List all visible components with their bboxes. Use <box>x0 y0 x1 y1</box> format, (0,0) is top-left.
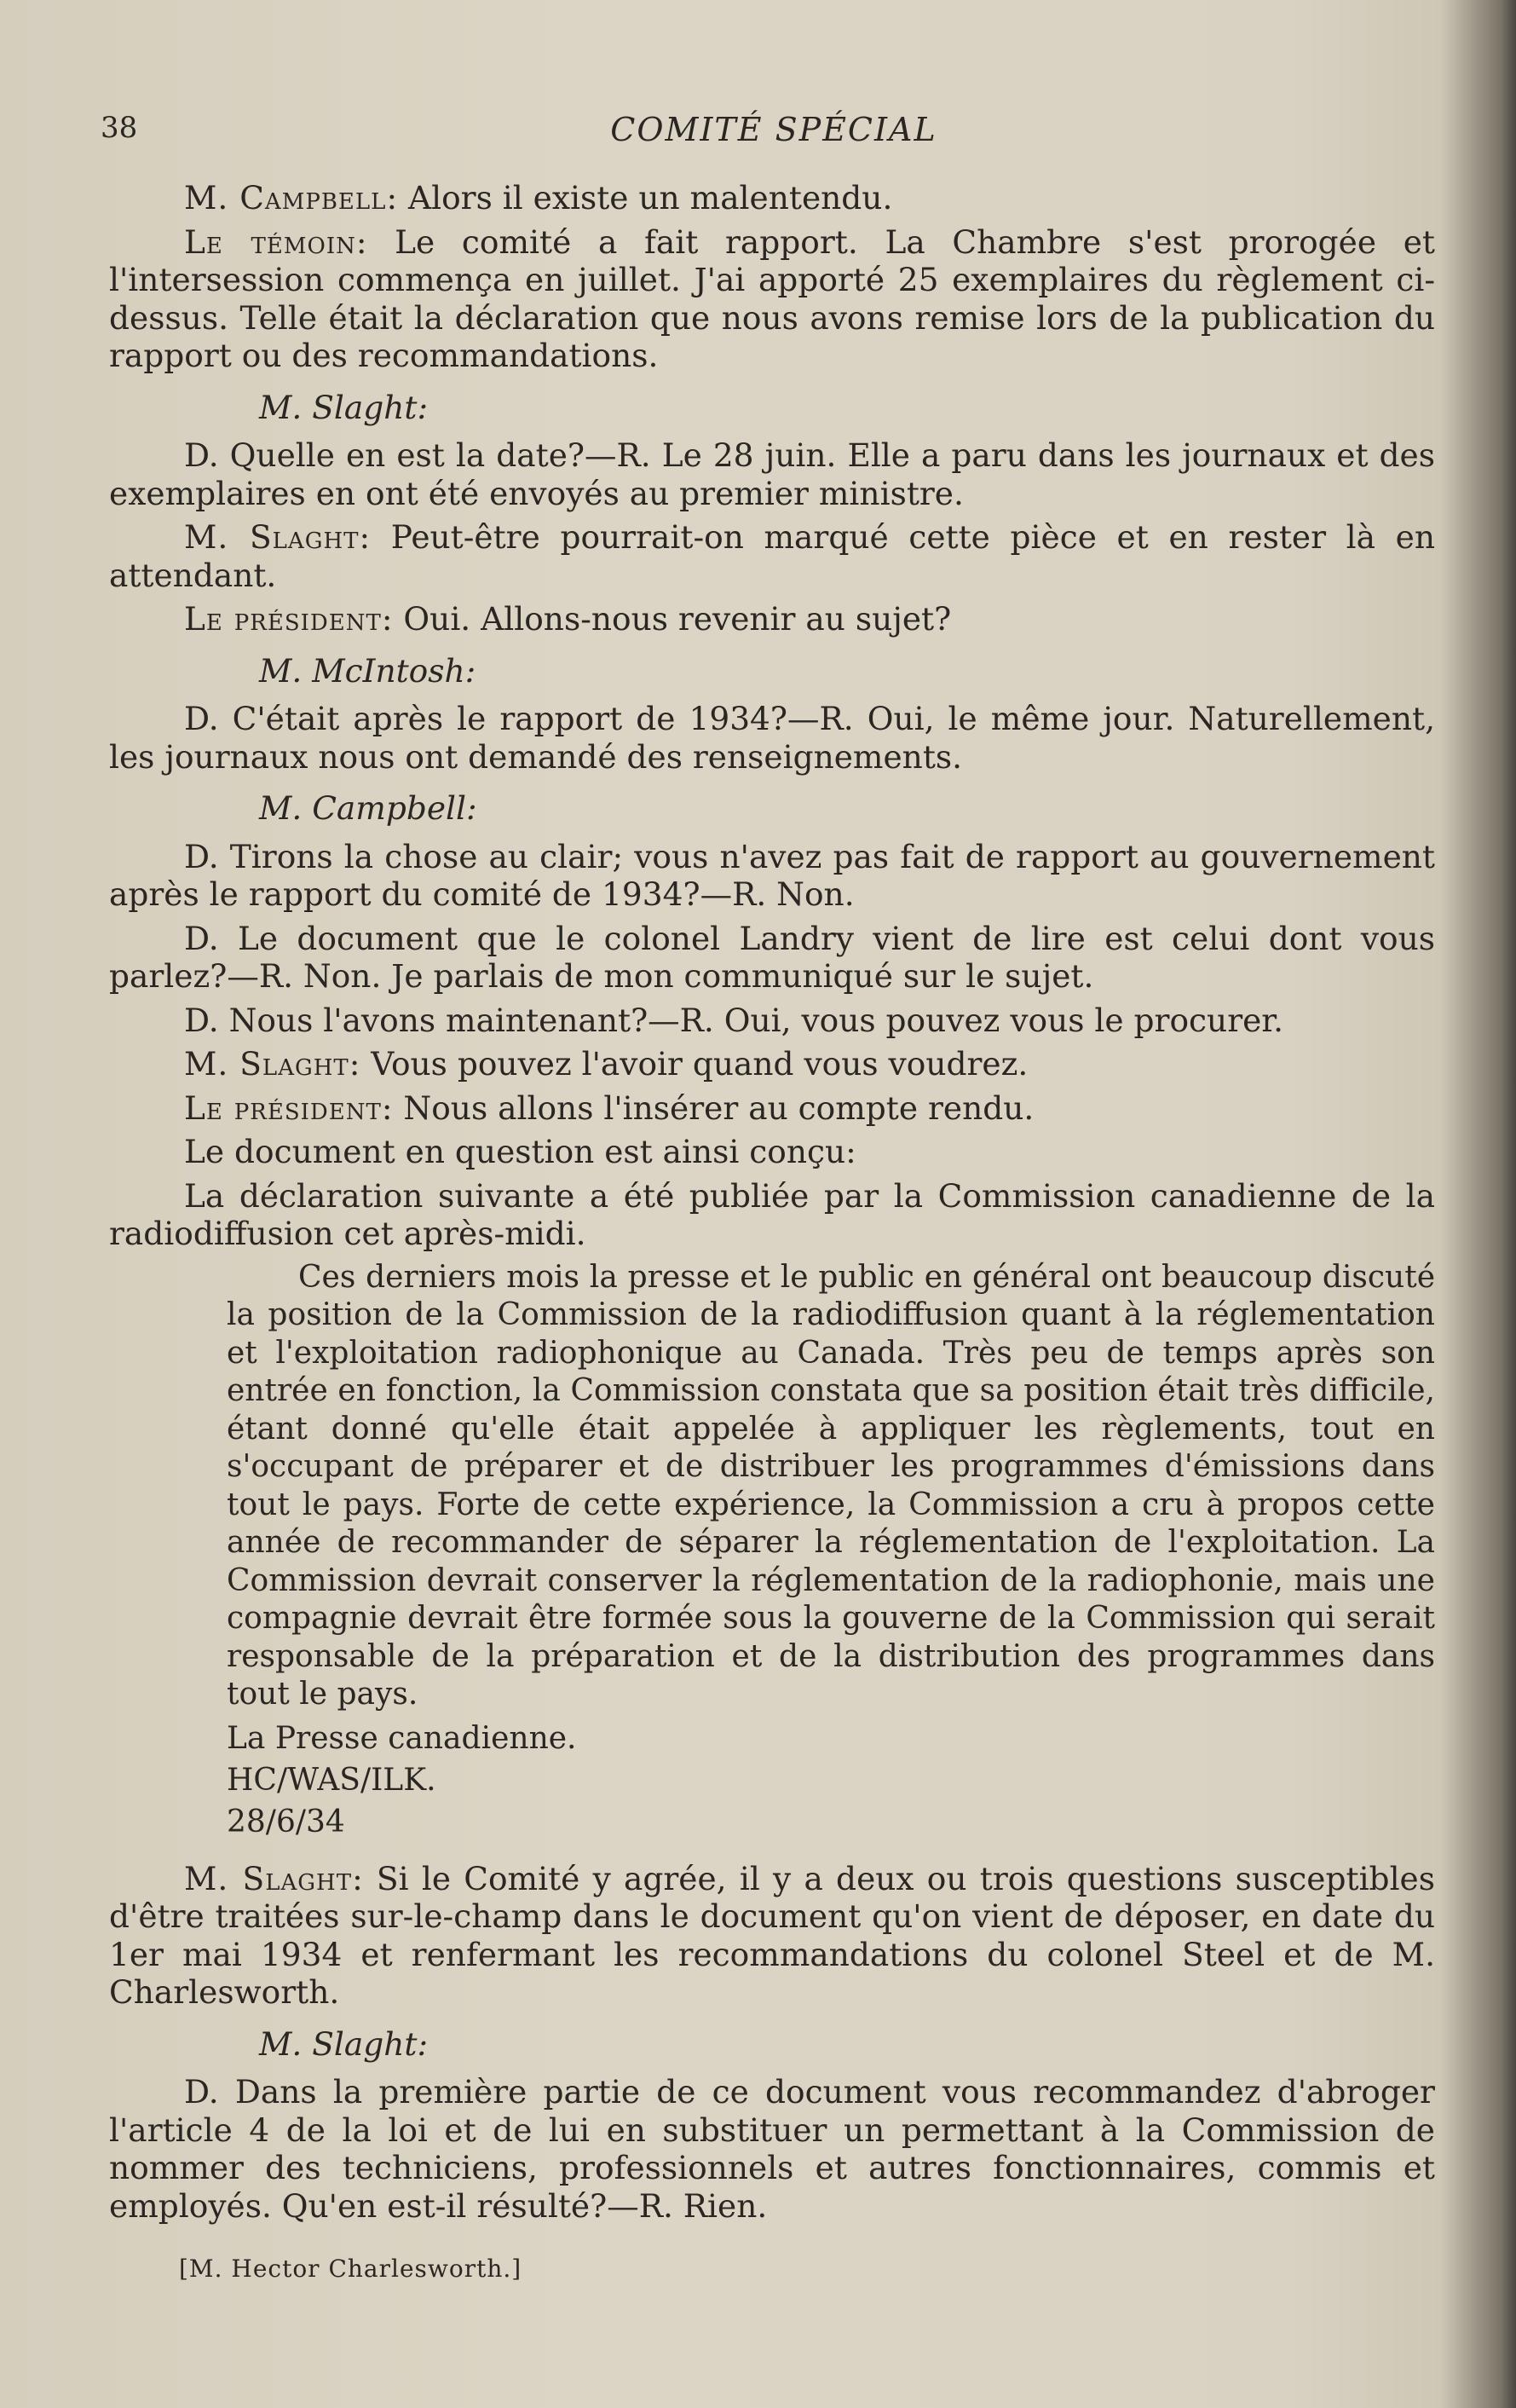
paragraph: D. Dans la première partie de ce document vous recommandez d'abroger l'article 4 de la loi et de lui en substituer un permettant à la Commission de nommer des techniciens, professionnels et autres fonctionnaires, commis et employés. Qu'en est-il résulté?—R. Rien. <box>109 2073 1435 2225</box>
paragraph <box>109 179 1435 217</box>
paragraph: Le document en question est ainsi conçu: <box>184 1133 856 1170</box>
page-number: 38 <box>101 111 138 145</box>
paragraph-text: Alors il existe un malentendu. <box>398 179 893 217</box>
paragraph: D. C'était après le rapport de 1934?—R. Oui, le même jour. Naturellement, les journaux nous ont demandé des renseignements. <box>109 700 1435 776</box>
speaker-label: M. Slaght: <box>184 1859 364 1897</box>
paragraph: D. Quelle en est la date?—R. Le 28 juin. Elle a paru dans les journaux et des exemplaires en ont été envoyés au premier ministre. <box>109 436 1435 512</box>
speaker-label: M. Slaght: <box>184 518 372 556</box>
quoted-statement: Ces derniers mois la presse et le public en général ont beaucoup discuté la position de la Commission de la radiodiffusion quant à la réglementation et l'exploitation radiophonique au Canada. Très peu de temps après son entrée en fonction, la Commission constata que sa position était très difficile, étant donné qu'elle était appelée à appliquer les règlements, tout en s'occupant de préparer et de distribuer les programmes d'émissions dans tout le pays. Forte de cette expérience, la Commission a cru à propos cette année de recommander de séparer la réglementation de l'exploitation. La Commission devrait conserver la réglementation de la radiophonie, mais une compagnie devrait être formée sous la gouverne de la Commission qui serait responsable de la préparation et de la distribution des programmes dans tout le pays. <box>227 1259 1435 1712</box>
paragraph <box>109 1045 1435 1083</box>
speaker-label: M. Campbell: <box>184 179 399 217</box>
speaker-label: M. Slaght: <box>184 1045 361 1083</box>
paragraph-text: Peut-être pourrait-on marqué cette pièce et en rester là en attendant. <box>109 518 1435 594</box>
quote-reference: HC/WAS/ILK. <box>227 1762 436 1798</box>
paragraph <box>109 600 1435 638</box>
paragraph-text: Oui. Allons-nous revenir au sujet? <box>393 600 952 638</box>
interlocutor-heading: M. Slaght: <box>259 388 429 426</box>
interlocutor-heading: M. Campbell: <box>259 789 477 827</box>
paragraph <box>109 1860 1435 2012</box>
interlocutor-heading: M. McIntosh: <box>259 651 476 690</box>
paragraph <box>109 1089 1435 1128</box>
paragraph-text: Le comité a fait rapport. La Chambre s'est prorogée et l'intersession commença en juillet. J'ai apporté 25 exemplaires du règlement ci-dessus. Telle était la déclaration que nous avons remise lors de la publication du rapport ou des recommandations. <box>109 222 1435 374</box>
page-header <box>101 111 1447 153</box>
witness-footer: [M. Hector Charlesworth.] <box>179 2255 522 2283</box>
page-body <box>109 179 1435 2231</box>
paragraph: La déclaration suivante a été publiée par la Commission canadienne de la radiodiffusion cet après-midi. <box>109 1176 1435 1252</box>
paragraph-text: Si le Comité y agrée, il y a deux ou trois questions susceptibles d'être traitées sur-le-champ dans le document qu'on vient de déposer, en date du 1er mai 1934 et renfermant les recommandations du colonel Steel et de M. Charlesworth. <box>109 1859 1435 2011</box>
speaker-label: Le président: <box>184 1089 394 1127</box>
paragraph-text: Vous pouvez l'avoir quand vous voudrez. <box>360 1045 1029 1083</box>
paragraph <box>109 518 1435 594</box>
paragraph: D. Le document que le colonel Landry vient de lire est celui dont vous parlez?—R. Non. Je parlais de mon communiqué sur le sujet. <box>109 919 1435 995</box>
paragraph: D. Nous l'avons maintenant?—R. Oui, vous pouvez vous le procurer. <box>184 1001 1284 1039</box>
paragraph-text: Nous allons l'insérer au compte rendu. <box>393 1089 1035 1127</box>
quote-source: La Presse canadienne. <box>227 1720 577 1756</box>
paragraph <box>109 223 1435 375</box>
speaker-label: Le président: <box>184 600 394 638</box>
speaker-label: Le témoin: <box>184 222 368 261</box>
quote-date: 28/6/34 <box>227 1804 345 1839</box>
running-title: COMITÉ SPÉCIAL <box>610 111 937 148</box>
paragraph: D. Tirons la chose au clair; vous n'avez pas fait de rapport au gouvernement après le rapport du comité de 1934?—R. Non. <box>109 837 1435 913</box>
interlocutor-heading: M. Slaght: <box>259 2024 429 2063</box>
